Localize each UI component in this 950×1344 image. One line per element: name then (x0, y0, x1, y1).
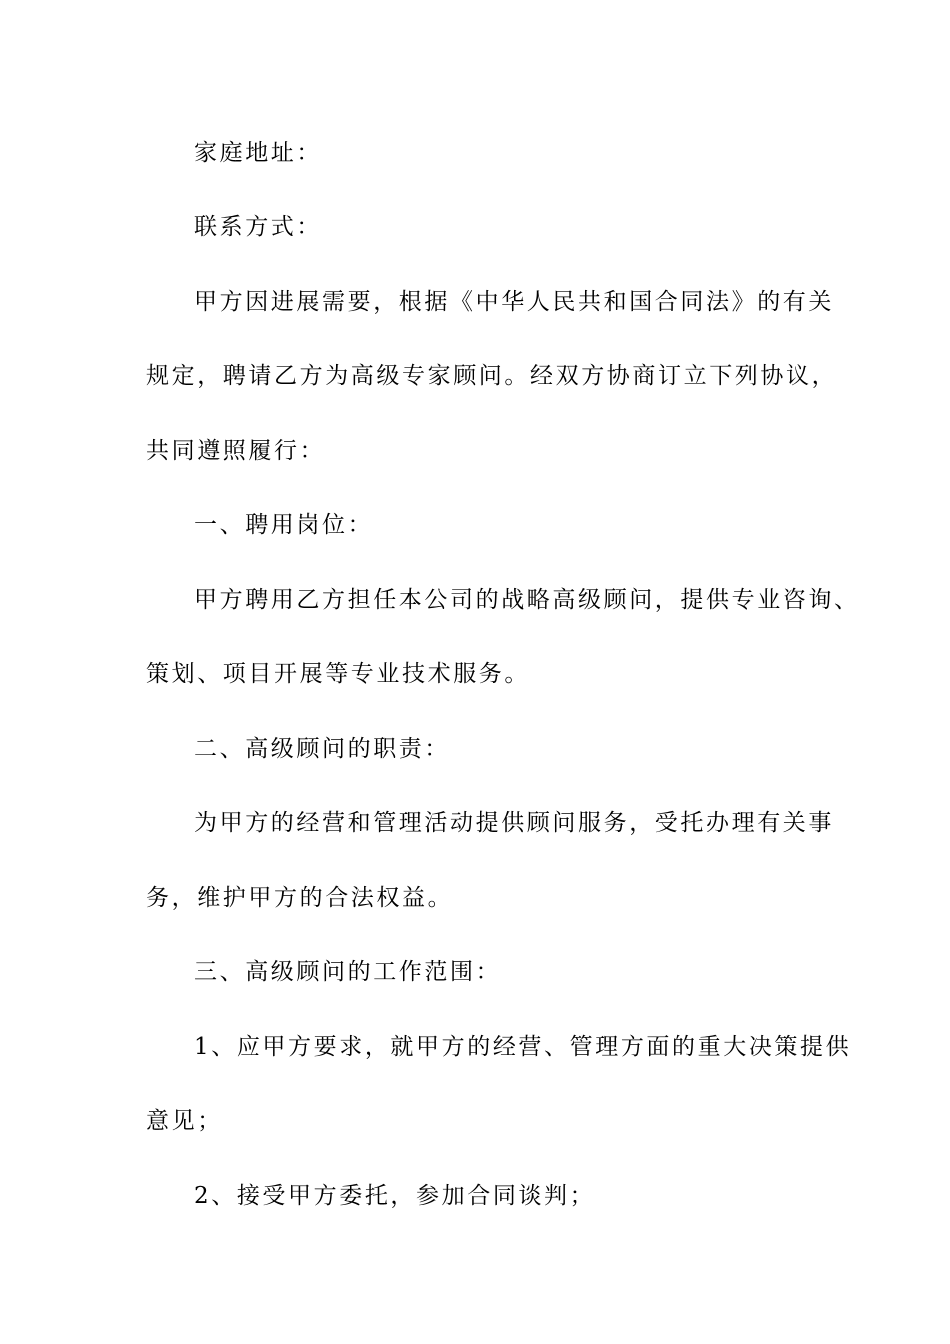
paragraph-line: 甲方因进展需要，根据《中华人民共和国合同法》的有关 (194, 289, 834, 315)
paragraph-line: 务，维护甲方的合法权益。 (146, 885, 454, 911)
field-home-address: 家庭地址： (194, 140, 322, 166)
paragraph-line: 策划、项目开展等专业技术服务。 (146, 661, 530, 687)
paragraph-line: 为甲方的经营和管理活动提供顾问服务，受托办理有关事 (194, 810, 834, 836)
paragraph-line: 规定，聘请乙方为高级专家顾问。经双方协商订立下列协议， (146, 363, 838, 389)
paragraph-line: 甲方聘用乙方担任本公司的战略高级顾问，提供专业咨询、 (194, 587, 860, 613)
list-item: 2、接受甲方委托，参加合同谈判； (194, 1183, 596, 1209)
section-heading: 一、聘用岗位： (194, 512, 374, 538)
section-heading: 二、高级顾问的职责： (194, 736, 450, 762)
paragraph-line: 共同遵照履行： (146, 438, 326, 464)
section-heading: 三、高级顾问的工作范围： (194, 959, 502, 985)
list-item-continuation: 意见； (146, 1108, 223, 1134)
field-contact: 联系方式： (194, 214, 322, 240)
list-item: 1、应甲方要求，就甲方的经营、管理方面的重大决策提供 (194, 1034, 852, 1060)
